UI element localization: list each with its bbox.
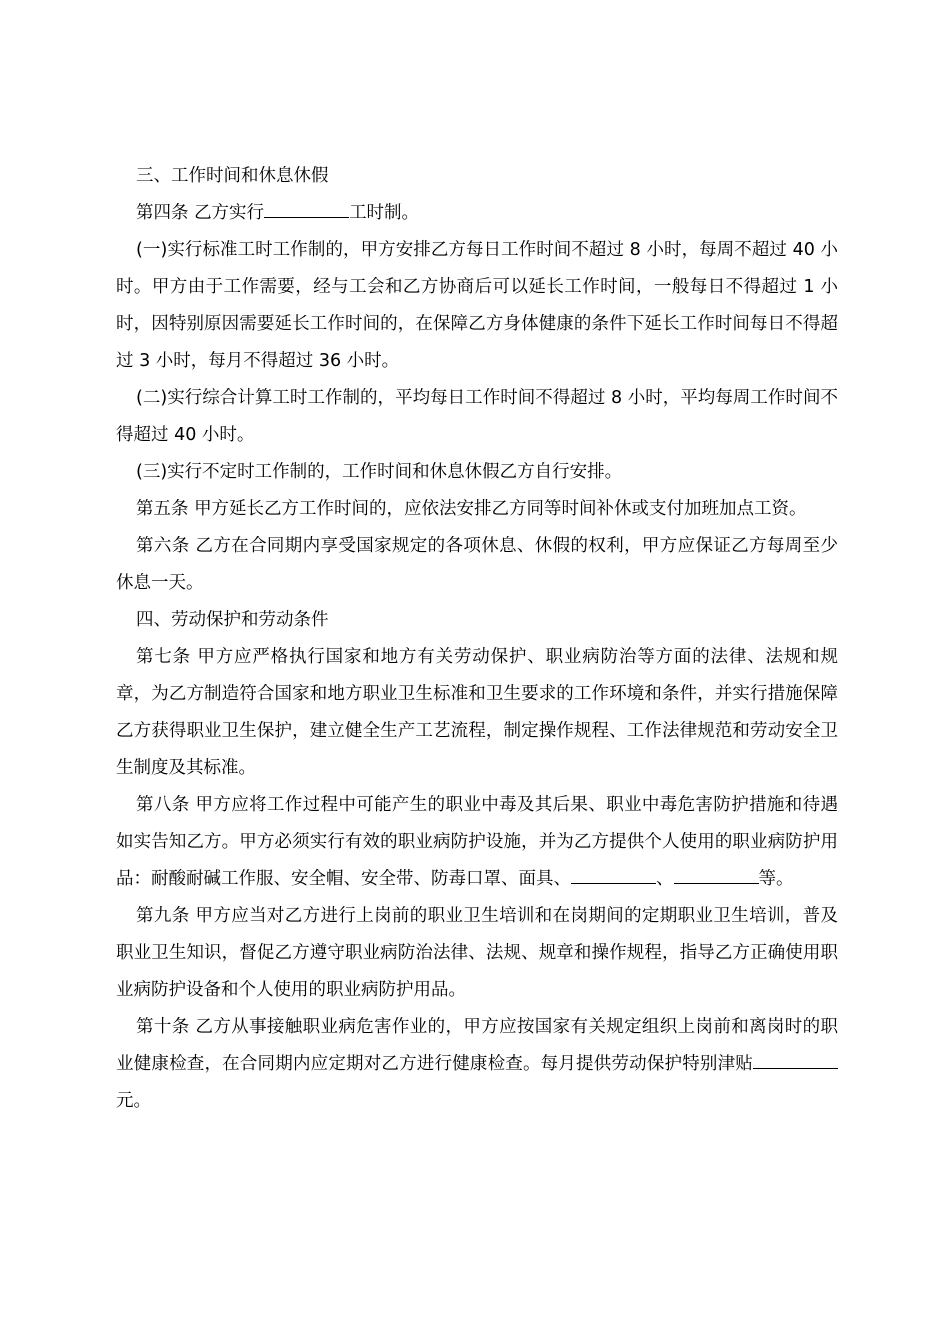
article-6: 第六条 乙方在合同期内享受国家规定的各项休息、休假的权利，甲方应保证乙方每周至少休息一天。 (116, 536, 838, 593)
blank-line (674, 863, 759, 884)
blank-line (753, 1048, 838, 1069)
document-body (116, 158, 838, 1120)
article-10: 第十条 乙方从事接触职业病危害作业的，甲方应按国家有关规定组织上岗前和离岗时的职业健康检查，在合同期内应定期对乙方进行健康检查。每月提供劳动保护特别津贴元。 (116, 1017, 838, 1111)
section-heading-3: 三、工作时间和休息休假 (136, 166, 329, 186)
blank-line (571, 863, 656, 884)
article-9: 第九条 甲方应当对乙方进行上岗前的职业卫生培训和在岗期间的定期职业卫生培训，普及职业卫生知识，督促乙方遵守职业病防治法律、法规、规章和操作规程，指导乙方正确使用职业病防护设备和个人使用的职业病防护用品。 (116, 906, 838, 1000)
article-5: 第五条 甲方延长乙方工作时间的，应依法安排乙方同等时间补休或支付加班加点工资。 (136, 499, 807, 519)
article-7: 第七条 甲方应严格执行国家和地方有关劳动保护、职业病防治等方面的法律、法规和规章，为乙方制造符合国家和地方职业卫生标准和卫生要求的工作环境和条件，并实行措施保障乙方获得职业卫生保护，建立健全生产工艺流程，制定操作规程、工作法律规范和劳动安全卫生制度及其标准。 (116, 647, 838, 778)
blank-line (264, 197, 349, 218)
section-heading-4: 四、劳动保护和劳动条件 (136, 610, 329, 630)
article-4-item-2: (二)实行综合计算工时工作制的，平均每日工作时间不得超过 8 小时，平均每周工作时间不得超过 40 小时。 (116, 388, 838, 445)
article-4: 第四条 乙方实行 工时制。 (116, 195, 838, 232)
article-8: 第八条 甲方应将工作过程中可能产生的职业中毒及其后果、职业中毒危害防护措施和待遇如实告知乙方。甲方必须实行有效的职业病防护设施，并为乙方提供个人使用的职业病防护用品：耐酸耐碱工作服、安全帽、安全带、防毒口罩、面具、 、 等。 (116, 795, 838, 889)
article-4-item-1: (一)实行标准工时工作制的，甲方安排乙方每日工作时间不超过 8 小时，每周不超过 40 小时。甲方由于工作需要，经与工会和乙方协商后可以延长工作时间，一般每日不得超过 1 小时，因特别原因需要延长工作时间的，在保障乙方身体健康的条件下延长工作时间每日不得超过 3 小时，每月不得超过 36 小时。 (116, 240, 838, 371)
article-4-item-3: (三)实行不定时工作制的，工作时间和休息休假乙方自行安排。 (136, 462, 623, 482)
